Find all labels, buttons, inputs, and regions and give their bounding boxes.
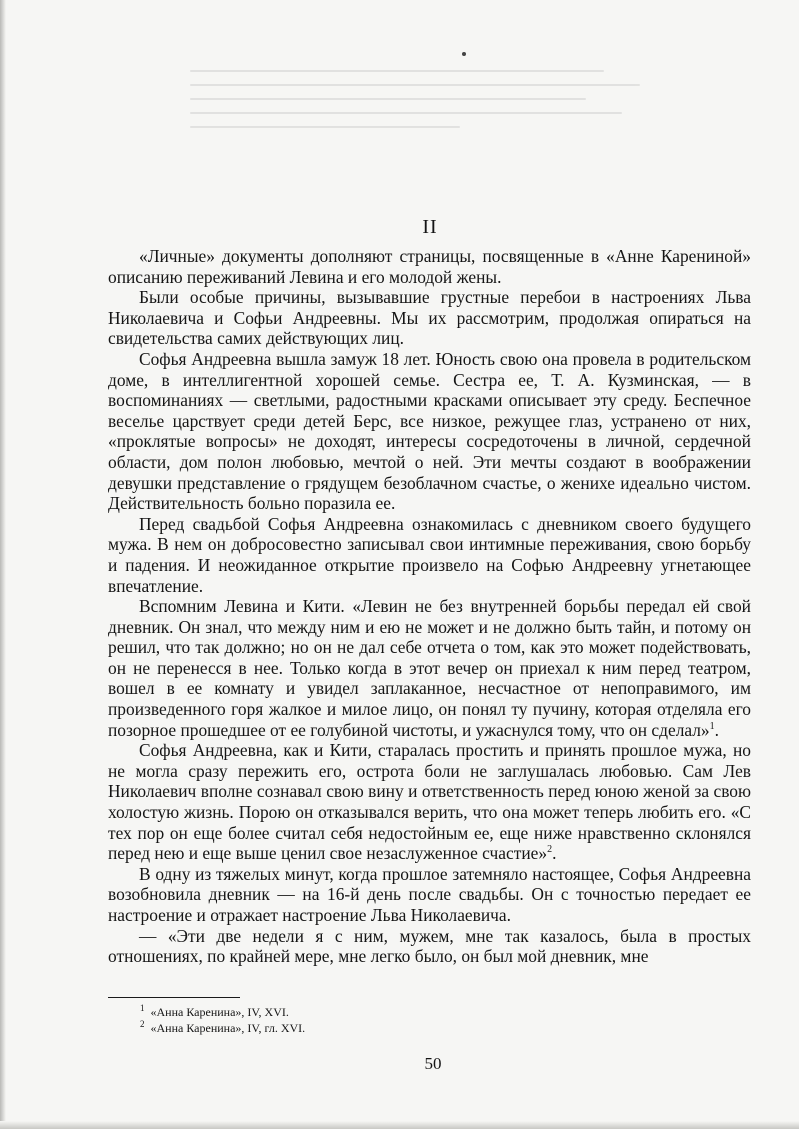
footnote-ref: 1 [709,720,715,732]
paragraph-text: Софья Андреевна, как и Кити, старалась простить и принять прошлое мужа, но не могла сразу пережить его, острота боли не заглушалась любовью. Сам Лев Николаевич вполне сознавал свою вину и ответственность перед юною женой за свою холостую жизнь. Порою он отказывался верить, что она может теперь любить его. «С тех пор он еще более считал себя недостойным ее, еще ниже нравственно склонялся перед нею и еще выше ценил свое незаслуженное счастие» [108,740,751,864]
footnote-number: 2 [140,1019,145,1029]
paragraph-text: Вспомним Левина и Кити. «Левин не без внутренней борьбы передал ей свой дневник. Он знал, что между ним и ею не может и не должно быть тайн, и потому он решил, что так должно; но он не дал себе отчета о том, как это может подействовать, он не перенесся в нее. Только когда в этот вечер он приехал к ним перед театром, вошел в ее комнату и увидел заплаканное, несчастное от непоправимого, им произведенного горя жалкое и милое лицо, он понял ту пучину, которая отделяла его позорное прошедшее от ее голубиной чистоты, и ужаснулся тому, что он сделал» [108,596,751,740]
paragraph-with-footnote [108,596,751,740]
bleed-through-text [190,70,640,160]
footnote-divider [108,997,240,998]
footnote-text: «Анна Каренина», IV, гл. XVI. [150,1021,306,1035]
scan-shadow-left [0,0,6,1129]
paragraph: Были особые причины, вызывавшие грустные перебои в настроениях Льва Николаевича и Софьи Андреевны. Мы их рассмотрим, продолжая опираться на свидетельства самих действующих лиц. [108,287,751,349]
paragraph: В одну из тяжелых минут, когда прошлое затемняло настоящее, Софья Андреевна возобновила дневник — на 16-й день после свадьбы. Он с точностью передает ее настроение и отражает настроение Льва Николаевича. [108,863,751,925]
paragraph: Перед свадьбой Софья Андреевна ознакомилась с дневником своего будущего мужа. В нем он добросовестно записывал свои интимные переживания, свою борьбу и падения. И неожиданное открытие произвело на Софью Андреевну угнетающее впечатление. [108,513,751,596]
paragraph: «Личные» документы дополняют страницы, посвященные в «Анне Карениной» описанию переживаний Левина и его молодой жены. [108,246,751,287]
section-heading: II [422,216,438,238]
paragraph-tail: . [714,719,719,740]
footnote-ref: 2 [547,844,553,856]
paragraph-with-footnote [108,740,751,864]
footnote-text: «Анна Каренина», IV, XVI. [150,1005,289,1019]
paragraph-tail: . [552,843,557,864]
body-text [108,246,751,967]
footnote-number: 1 [140,1003,145,1013]
footnote [140,1004,740,1020]
footnote [140,1020,740,1036]
scan-speck [462,52,466,56]
page-number: 50 [424,1054,442,1073]
paragraph: Софья Андреевна вышла замуж 18 лет. Юность свою она провела в родительском доме, в интеллигентной хорошей семье. Сестра ее, Т. А. Кузминская, — в воспоминаниях — светлыми, радостными красками описывает эту среду. Беспечное веселье царствует среди детей Берс, все низкое, режущее глаз, устранено от них, «проклятые вопросы» не доходят, интересы сосредоточены в личной, сердечной области, дом полон любовью, мечтой о ней. Эти мечты создают в воображении девушки представление о грядущем безоблачном счастье, о женихе идеально чистом. Действительность больно поразила ее. [108,348,751,514]
scan-shadow-bottom [0,1121,799,1129]
footnotes [140,1004,740,1036]
paragraph: — «Эти две недели я с ним, мужем, мне так казалось, была в простых отношениях, по крайней мере, мне легко было, он был мой дневник, мне [108,925,751,967]
